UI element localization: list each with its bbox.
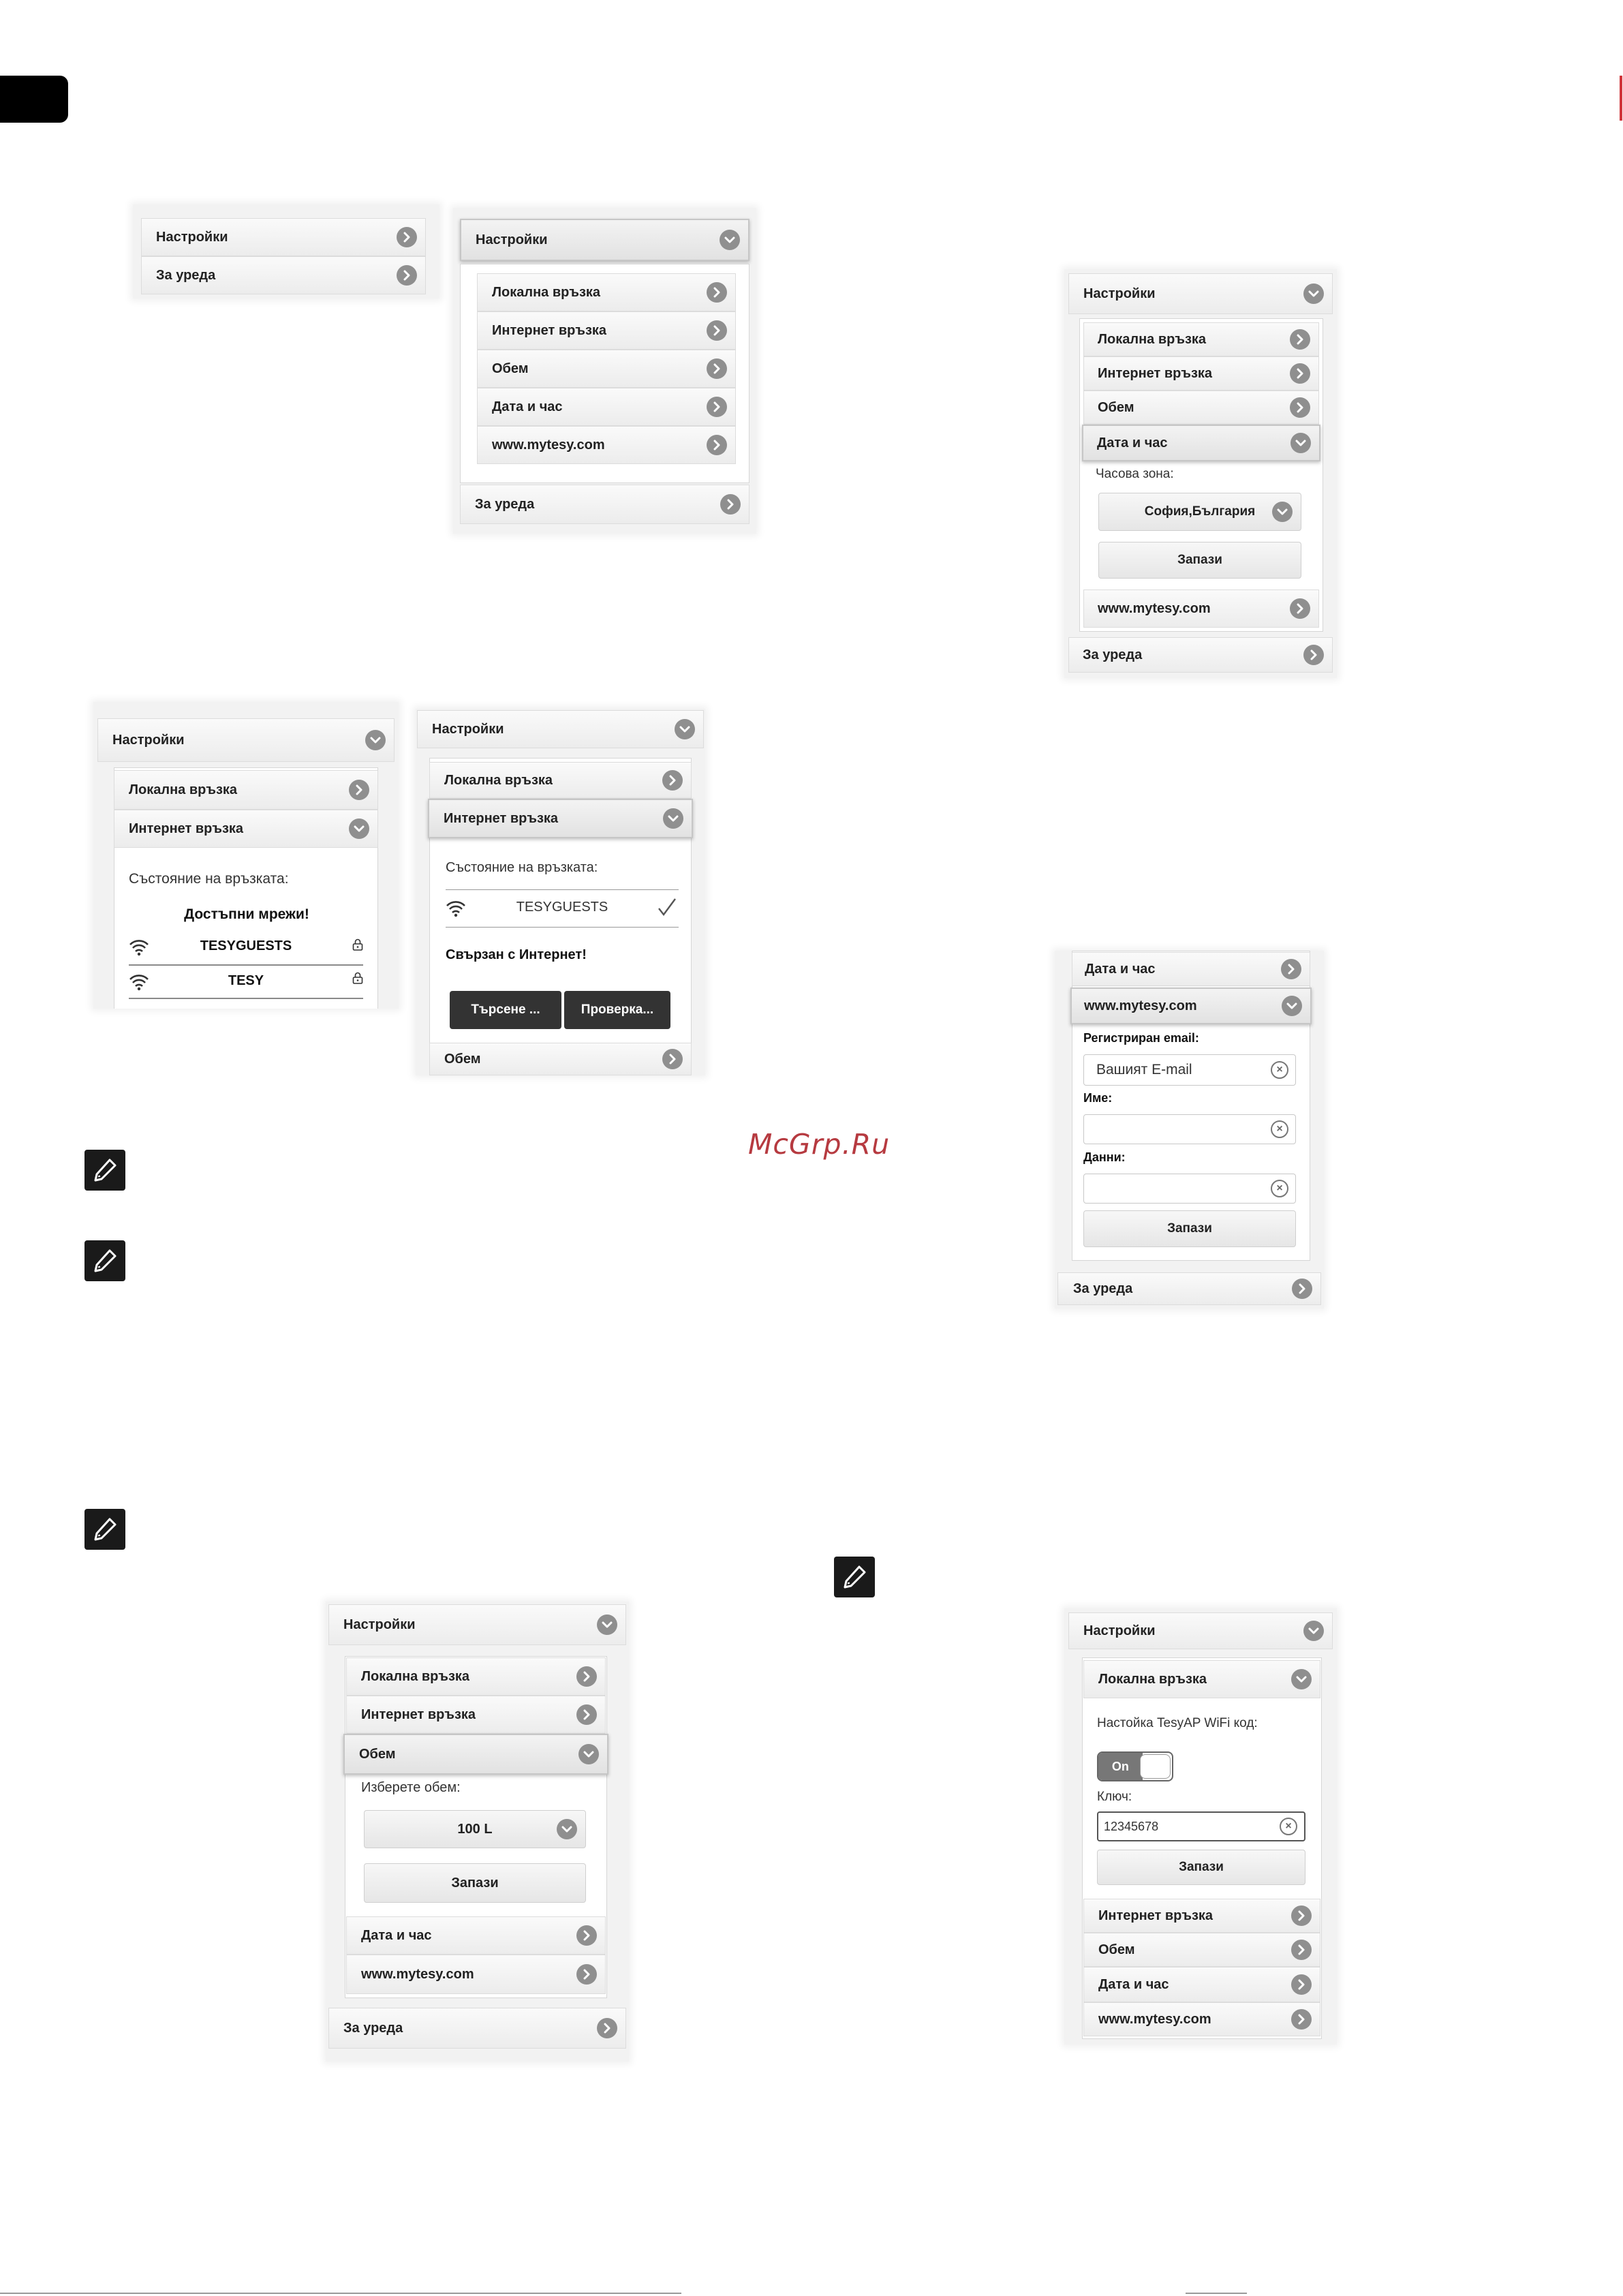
menu-item-label: Настройки bbox=[343, 1617, 416, 1632]
email-field[interactable] bbox=[1083, 1054, 1296, 1086]
clear-icon[interactable]: × bbox=[1271, 1180, 1288, 1197]
submenu-item-volume[interactable] bbox=[343, 1734, 608, 1775]
screenshot-internet-networks bbox=[93, 702, 399, 1009]
chevron-right-icon bbox=[1290, 397, 1310, 418]
menu-item-label: За уреда bbox=[343, 2020, 403, 2036]
ap-toggle[interactable] bbox=[1097, 1751, 1173, 1781]
submenu-item-site[interactable] bbox=[477, 426, 736, 464]
chevron-right-icon bbox=[662, 770, 683, 791]
connection-state-label: Състояние на връзката: bbox=[129, 871, 289, 887]
clear-icon[interactable]: × bbox=[1280, 1818, 1297, 1835]
chevron-right-icon bbox=[397, 227, 417, 247]
chevron-right-icon bbox=[349, 780, 369, 800]
pencil-icon bbox=[84, 1150, 125, 1191]
submenu-item-label: Локална връзка bbox=[444, 772, 553, 788]
chevron-down-icon bbox=[1303, 284, 1324, 304]
submenu-item-label: Интернет връзка bbox=[361, 1706, 476, 1722]
chevron-right-icon bbox=[576, 1925, 597, 1946]
menu-item-label: Настройки bbox=[476, 232, 548, 247]
chevron-down-icon bbox=[1272, 502, 1293, 522]
save-button[interactable]: Запази bbox=[1098, 542, 1301, 579]
pencil-icon bbox=[84, 1509, 125, 1550]
chevron-right-icon bbox=[397, 265, 417, 286]
submenu-item-label: Локална връзка bbox=[1098, 331, 1207, 347]
submenu-item-label: Дата и час bbox=[361, 1927, 432, 1943]
chevron-right-icon bbox=[1290, 329, 1310, 350]
menu-item-about[interactable] bbox=[1057, 1272, 1321, 1305]
page-tab-marker bbox=[0, 76, 68, 123]
network-name: TESY bbox=[228, 973, 264, 988]
screenshot-local-connection bbox=[1064, 1608, 1337, 2045]
submenu-item-label: Обем bbox=[1098, 399, 1134, 415]
menu-item-label: За уреда bbox=[156, 267, 216, 283]
connection-state-label: Състояние на връзката: bbox=[446, 860, 598, 875]
chevron-down-icon bbox=[1282, 996, 1302, 1016]
email-placeholder: Вашият E-mail bbox=[1096, 1062, 1192, 1077]
chevron-right-icon bbox=[707, 358, 727, 379]
chevron-down-icon bbox=[675, 719, 695, 739]
chevron-right-icon bbox=[1291, 1940, 1312, 1960]
submenu-item-label: Обем bbox=[359, 1746, 396, 1762]
page-edge-marker bbox=[1620, 76, 1622, 121]
chevron-down-icon bbox=[1291, 1669, 1312, 1689]
chevron-down-icon bbox=[365, 730, 386, 750]
screenshot-datetime bbox=[1064, 269, 1337, 678]
chevron-right-icon bbox=[707, 397, 727, 417]
chevron-right-icon bbox=[1292, 1279, 1312, 1299]
submenu-item-volume[interactable] bbox=[1083, 391, 1319, 425]
chevron-right-icon bbox=[662, 1049, 683, 1069]
chevron-right-icon bbox=[1290, 363, 1310, 384]
menu-item-label: Настройки bbox=[432, 721, 504, 737]
pencil-icon bbox=[834, 1557, 875, 1597]
network-item[interactable] bbox=[446, 891, 679, 925]
available-networks-heading: Достъпни мрежи! bbox=[184, 906, 309, 922]
submenu-item-label: Дата и час bbox=[492, 399, 563, 414]
lock-icon bbox=[352, 938, 363, 951]
chevron-down-icon bbox=[597, 1614, 617, 1635]
menu-item-settings[interactable] bbox=[460, 219, 749, 261]
submenu-item-label: Интернет връзка bbox=[1098, 1908, 1214, 1923]
chevron-right-icon bbox=[1291, 1974, 1312, 1995]
menu-item-about[interactable] bbox=[460, 485, 749, 524]
submenu-item-label: Интернет връзка bbox=[444, 810, 559, 826]
chevron-down-icon bbox=[349, 818, 369, 839]
network-name: TESYGUESTS bbox=[200, 938, 292, 953]
chevron-down-icon bbox=[578, 1744, 599, 1764]
menu-item-label: За уреда bbox=[1083, 647, 1143, 662]
submenu-item-volume[interactable] bbox=[429, 1043, 692, 1075]
network-item[interactable] bbox=[129, 930, 363, 963]
submenu-item-site[interactable] bbox=[1070, 988, 1312, 1024]
chevron-right-icon bbox=[1281, 959, 1301, 979]
save-button[interactable]: Запази bbox=[1097, 1850, 1305, 1885]
volume-value: 100 L bbox=[457, 1821, 493, 1837]
submenu-item-label: Обем bbox=[1098, 1942, 1135, 1957]
ap-setting-label: Настойка TesyAP WiFi код: bbox=[1097, 1716, 1258, 1730]
menu-item-settings[interactable] bbox=[1068, 1612, 1333, 1649]
check-button[interactable]: Проверка... bbox=[564, 991, 670, 1029]
submenu-item-local[interactable] bbox=[1083, 322, 1319, 356]
submenu-item-label: Обем bbox=[444, 1051, 481, 1067]
name-label: Име: bbox=[1083, 1091, 1113, 1105]
submenu-item-volume[interactable] bbox=[1083, 1933, 1320, 1967]
data-field[interactable] bbox=[1083, 1174, 1296, 1204]
clear-icon[interactable]: × bbox=[1271, 1120, 1288, 1138]
timezone-value: София,България bbox=[1144, 504, 1256, 519]
menu-item-label: Настройки bbox=[112, 732, 185, 748]
submenu-item-datetime[interactable] bbox=[1072, 952, 1310, 986]
key-value: 12345678 bbox=[1104, 1819, 1159, 1833]
menu-item-settings[interactable] bbox=[417, 710, 704, 748]
network-name: TESYGUESTS bbox=[516, 900, 608, 915]
submenu-item-local[interactable] bbox=[1083, 1660, 1320, 1698]
submenu-item-label: www.mytesy.com bbox=[1098, 2011, 1211, 2027]
submenu-item-internet[interactable] bbox=[1083, 356, 1319, 391]
key-field[interactable] bbox=[1097, 1811, 1305, 1841]
network-item[interactable] bbox=[129, 966, 363, 996]
submenu-item-label: Локална връзка bbox=[492, 284, 601, 300]
divider bbox=[446, 889, 679, 890]
submenu-item-volume[interactable] bbox=[477, 350, 736, 388]
submenu-item-label: www.mytesy.com bbox=[361, 1966, 474, 1982]
submenu-item-label: www.mytesy.com bbox=[1098, 600, 1211, 616]
data-label: Данни: bbox=[1083, 1150, 1126, 1164]
chevron-right-icon bbox=[1291, 2009, 1312, 2030]
chevron-right-icon bbox=[576, 1704, 597, 1725]
chevron-right-icon bbox=[720, 494, 741, 515]
chevron-down-icon bbox=[1303, 1621, 1324, 1641]
screenshot-mytesy bbox=[1055, 951, 1324, 1308]
menu-item-label: Настройки bbox=[1083, 1623, 1156, 1638]
submenu-item-internet[interactable] bbox=[346, 1696, 606, 1734]
submenu-item-internet[interactable] bbox=[1083, 1899, 1320, 1933]
menu-item-settings[interactable] bbox=[141, 218, 426, 256]
submenu-item-internet[interactable] bbox=[428, 799, 693, 838]
toggle-on-label: On bbox=[1098, 1753, 1143, 1780]
choose-volume-label: Изберете обем: bbox=[361, 1780, 461, 1795]
submenu-item-local[interactable] bbox=[346, 1657, 606, 1696]
submenu-item-label: www.mytesy.com bbox=[492, 437, 605, 453]
menu-item-label: За уреда bbox=[1073, 1281, 1133, 1296]
submenu-item-label: Интернет връзка bbox=[492, 322, 607, 338]
submenu-item-site[interactable] bbox=[346, 1955, 606, 1994]
chevron-down-icon bbox=[557, 1819, 577, 1839]
submenu-item-local[interactable] bbox=[477, 273, 736, 311]
check-icon bbox=[657, 897, 677, 917]
save-button[interactable]: Запази bbox=[1083, 1210, 1296, 1247]
submenu-item-label: Локална връзка bbox=[129, 782, 238, 797]
submenu-item-label: Локална връзка bbox=[361, 1668, 470, 1684]
submenu-item-label: Обем bbox=[492, 361, 529, 376]
submenu-item-local[interactable] bbox=[114, 770, 378, 810]
divider bbox=[446, 927, 679, 928]
timezone-label: Часова зона: bbox=[1096, 467, 1174, 481]
footer-rule bbox=[0, 2293, 681, 2294]
clear-icon[interactable]: × bbox=[1271, 1061, 1288, 1079]
timezone-select[interactable] bbox=[1098, 493, 1301, 531]
chevron-right-icon bbox=[707, 282, 727, 303]
chevron-down-icon bbox=[720, 230, 740, 250]
submenu-item-label: Локална връзка bbox=[1098, 1671, 1207, 1687]
submenu-item-internet[interactable] bbox=[477, 311, 736, 350]
screenshot-internet-connected bbox=[416, 709, 705, 1075]
submenu-item-label: Дата и час bbox=[1098, 1976, 1169, 1992]
pencil-icon bbox=[84, 1240, 125, 1281]
lock-icon bbox=[352, 972, 363, 984]
chevron-right-icon bbox=[576, 1964, 597, 1985]
volume-select[interactable] bbox=[364, 1810, 586, 1848]
chevron-right-icon bbox=[576, 1666, 597, 1687]
menu-item-about[interactable] bbox=[141, 256, 426, 294]
menu-item-about[interactable] bbox=[1068, 637, 1333, 673]
chevron-down-icon bbox=[1290, 433, 1311, 453]
toggle-knob bbox=[1140, 1754, 1171, 1779]
submenu-item-label: Интернет връзка bbox=[1098, 365, 1213, 381]
watermark: McGrp.Ru bbox=[748, 1128, 891, 1161]
menu-item-settings[interactable] bbox=[1068, 273, 1333, 314]
chevron-right-icon bbox=[707, 435, 727, 455]
save-button[interactable]: Запази bbox=[364, 1863, 586, 1903]
submenu-item-site[interactable] bbox=[1083, 590, 1319, 628]
submenu-item-label: Интернет връзка bbox=[129, 821, 244, 836]
submenu-item-label: Дата и час bbox=[1085, 961, 1156, 977]
chevron-right-icon bbox=[1290, 598, 1310, 619]
submenu-item-label: Дата и час bbox=[1097, 435, 1168, 450]
submenu-item-internet[interactable] bbox=[114, 810, 378, 848]
key-label: Ключ: bbox=[1097, 1790, 1132, 1804]
chevron-right-icon bbox=[1303, 645, 1324, 665]
search-button[interactable]: Търсене ... bbox=[450, 991, 561, 1029]
connected-status: Свързан с Интернет! bbox=[446, 947, 587, 962]
divider bbox=[129, 964, 363, 966]
menu-item-label: За уреда bbox=[475, 496, 535, 512]
submenu-item-datetime[interactable] bbox=[1082, 425, 1320, 461]
menu-item-settings[interactable] bbox=[328, 1604, 626, 1645]
divider bbox=[129, 998, 363, 999]
submenu-item-site[interactable] bbox=[1083, 2002, 1320, 2036]
submenu-item-datetime[interactable] bbox=[477, 388, 736, 426]
chevron-right-icon bbox=[597, 2018, 617, 2038]
menu-item-label: Настройки bbox=[1083, 286, 1156, 301]
footer-rule bbox=[1186, 2293, 1247, 2294]
menu-item-label: Настройки bbox=[156, 229, 228, 245]
email-label: Регистриран email: bbox=[1083, 1031, 1199, 1045]
screenshot-settings-collapsed bbox=[133, 204, 439, 299]
submenu-item-datetime[interactable] bbox=[346, 1916, 606, 1955]
screenshot-settings-expanded bbox=[453, 208, 756, 534]
chevron-down-icon bbox=[663, 808, 683, 829]
chevron-right-icon bbox=[707, 320, 727, 341]
menu-item-settings[interactable] bbox=[97, 718, 395, 762]
submenu-item-local[interactable] bbox=[429, 762, 692, 799]
menu-item-about[interactable] bbox=[328, 2008, 626, 2049]
submenu-item-datetime[interactable] bbox=[1083, 1967, 1320, 2002]
chevron-right-icon bbox=[1291, 1905, 1312, 1926]
screenshot-volume bbox=[326, 1602, 629, 2062]
submenu-item-label: www.mytesy.com bbox=[1084, 998, 1197, 1013]
name-field[interactable] bbox=[1083, 1114, 1296, 1144]
